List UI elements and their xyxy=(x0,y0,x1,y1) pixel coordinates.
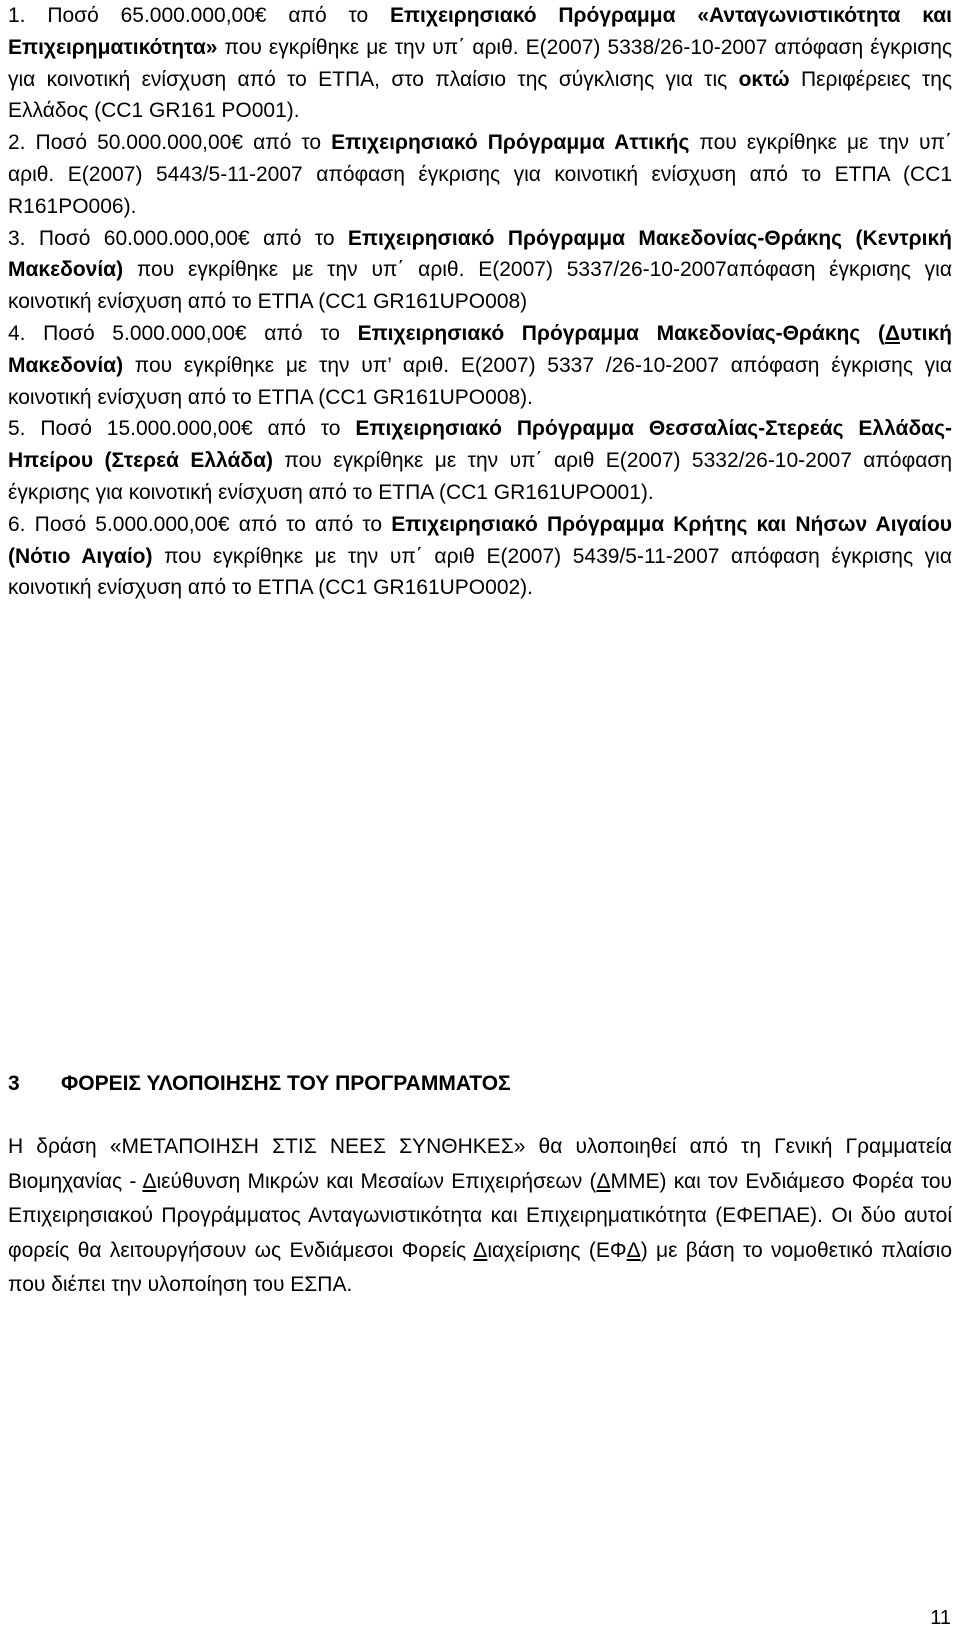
body-text: Δ xyxy=(142,1169,157,1193)
item-text: που εγκρίθηκε με την υπ’ αριθ. Ε(2007) 5337 /26-10-2007 απόφαση έγκρισης για κοινοτική ενίσχυση από το ΕΤΠΑ (CC1 GR161UPO008). xyxy=(8,353,952,409)
item-text: 4. Ποσό 5.000.000,00€ από το xyxy=(8,321,358,345)
section-body-paragraph xyxy=(8,1130,952,1303)
emphasis-text: οκτώ xyxy=(738,67,790,91)
program-name: Επιχειρησιακό Πρόγραμμα Αττικής xyxy=(331,131,690,155)
section-heading xyxy=(8,1068,511,1100)
program-name: Επιχειρησιακό Πρόγραμμα Μακεδονίας-Θράκης ( xyxy=(357,321,885,345)
program-name: Επιχειρησιακό Πρόγραμμα «Ανταγωνιστικότητα και Επιχειρηματικότητα» xyxy=(8,4,952,59)
body-text: ) με βάση το νομοθετικό πλαίσιο που διέπει την υλοποίηση του ΕΣΠΑ. xyxy=(8,1238,952,1297)
body-text: Δ xyxy=(596,1169,611,1193)
item-text: 5. Ποσό 15.000.000,00€ από το xyxy=(8,417,356,441)
item-text: 3. Ποσό 60.000.000,00€ από το xyxy=(8,226,348,250)
page-number: 11 xyxy=(930,1607,951,1629)
section-number: 3 xyxy=(8,1072,20,1095)
item-text: 6. Ποσό 5.000.000,00€ από το από το xyxy=(8,512,392,536)
funding-item-6 xyxy=(8,509,952,604)
body-text: ιαχείρισης (ΕΦ xyxy=(487,1238,627,1262)
program-name: Επιχειρησιακό Πρόγραμμα Μακεδονίας-Θράκης (Κεντρική Μακεδονία) xyxy=(8,226,953,282)
funding-items-list xyxy=(8,0,952,604)
program-name: Επιχειρησιακό Πρόγραμμα Θεσσαλίας-Στερεάς Ελλάδας-Ηπείρου (Στερεά Ελλάδα) xyxy=(8,417,952,473)
funding-item-3 xyxy=(8,223,952,318)
funding-item-1 xyxy=(8,0,952,127)
funding-item-2 xyxy=(8,127,952,222)
body-text: Δ xyxy=(626,1238,641,1262)
item-text: που εγκρίθηκε με την υπ΄ αριθ. Ε(2007) 5337/26-10-2007απόφαση έγκρισης για κοινοτική ενίσχυση από το ΕΤΠΑ (CC1 GR161UPO008) xyxy=(8,258,952,314)
item-text: που εγκρίθηκε με την υπ΄ αριθ. Ε(2007) 5443/5-11-2007 απόφαση έγκρισης για κοινοτική ενίσχυση από το ΕΤΠΑ (CC1 R161PO006). xyxy=(8,131,953,218)
item-text: που εγκρίθηκε με την υπ΄ αριθ Ε(2007) 5439/5-11-2007 απόφαση έγκρισης για κοινοτική ενίσχυση από το ΕΤΠΑ (CC1 GR161UPO002). xyxy=(8,544,952,600)
item-text: Περιφέρειες της Ελλάδος (CC1 GR161 PO001). xyxy=(8,67,952,123)
body-text: Δ xyxy=(473,1238,488,1262)
program-name: Δ xyxy=(884,321,901,345)
program-name: Επιχειρησιακό Πρόγραμμα Κρήτης και Νήσων Αιγαίου (Νότιο Αιγαίο) xyxy=(8,512,953,568)
body-text: ΜΜΕ) και τον Ενδιάμεσο Φορέα του Επιχειρησιακού Προγράμματος Ανταγωνιστικότητα και Επιχειρηματικότητα (ΕΦΕΠΑΕ). Οι δύο αυτοί φορείς θα λειτουργήσουν ως Ενδιάμεσοι Φορείς xyxy=(8,1169,952,1262)
item-text: που εγκρίθηκε με την υπ΄ αριθ. Ε(2007) 5338/26-10-2007 απόφαση έγκρισης για κοινοτική ενίσχυση από το ΕΤΠΑ, στο πλαίσιο της σύγκλισης για τις xyxy=(8,35,952,91)
item-text: 1. Ποσό 65.000.000,00€ από το xyxy=(8,4,390,27)
item-text: 2. Ποσό 50.000.000,00€ από το xyxy=(8,131,332,155)
item-text: που εγκρίθηκε με την υπ΄ αριθ Ε(2007) 5332/26-10-2007 απόφαση έγκρισης για κοινοτική ενίσχυση από το ΕΤΠΑ (CC1 GR161UPO001). xyxy=(8,449,952,504)
body-text: Η δράση «ΜΕΤΑΠΟΙΗΣΗ ΣΤΙΣ ΝΕΕΣ ΣΥΝΘΗΚΕΣ» θα υλοποιηθεί από τη Γενική Γραμματεία Βιομηχανίας - xyxy=(8,1135,952,1193)
section-title: ΦΟΡΕΙΣ ΥΛΟΠΟΙΗΣΗΣ ΤΟΥ ΠΡΟΓΡΑΜΜΑΤΟΣ xyxy=(61,1072,511,1095)
program-name: υτική Μακεδονία) xyxy=(8,321,953,377)
funding-item-5 xyxy=(8,413,952,508)
funding-item-4 xyxy=(8,318,952,413)
body-text: ιεύθυνση Μικρών και Μεσαίων Επιχειρήσεων ( xyxy=(156,1169,597,1193)
